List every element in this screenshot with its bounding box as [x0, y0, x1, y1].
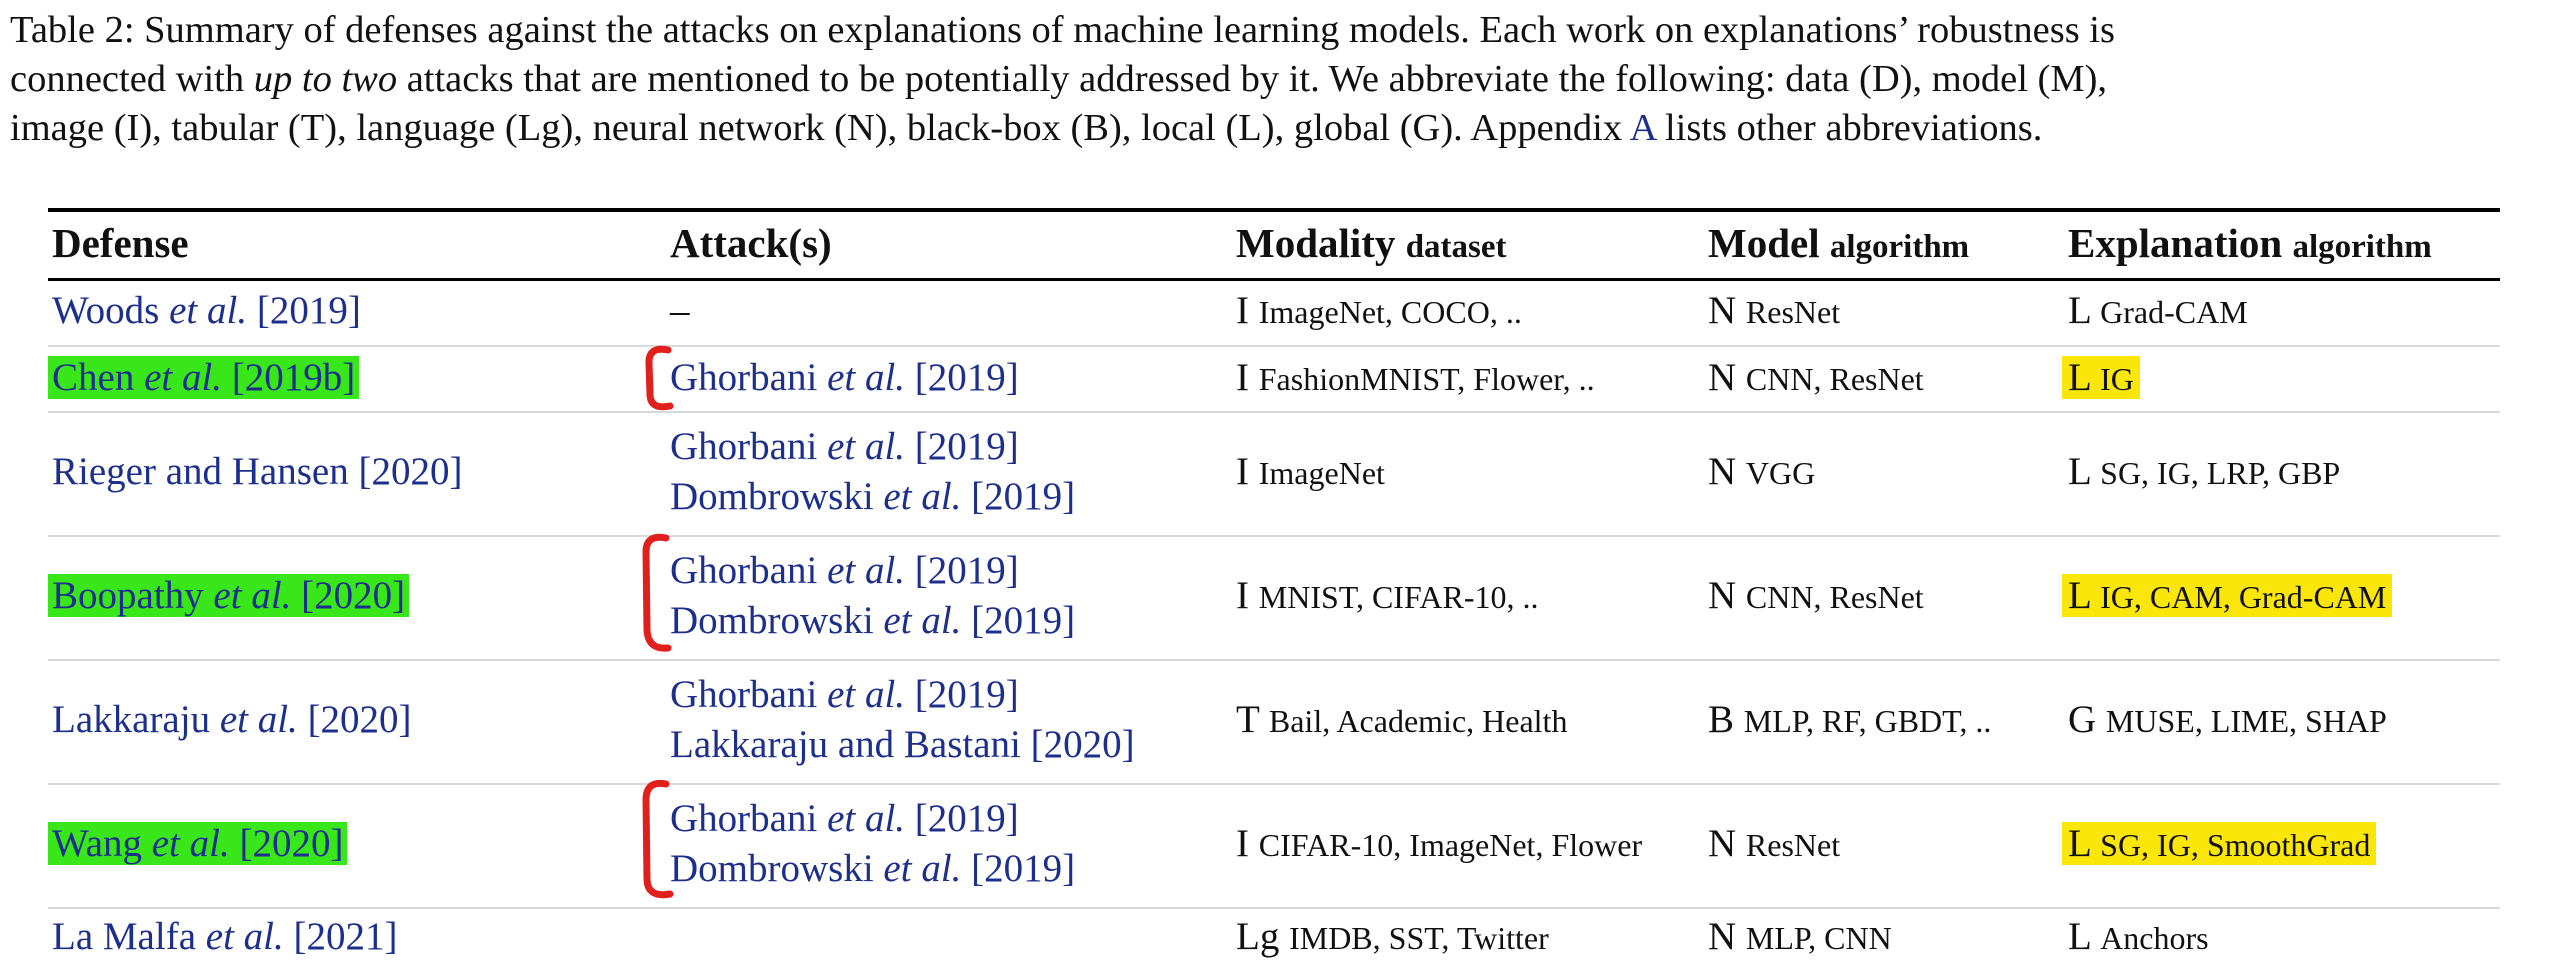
defense-etal: et al.	[219, 698, 298, 741]
explanation-code: G	[2068, 698, 2097, 741]
explanation-code: L	[2068, 289, 2091, 332]
model-code: N	[1708, 915, 1737, 958]
caption-emphasis: up to two	[253, 58, 398, 100]
attack-author: Dombrowski	[670, 847, 884, 890]
modality-datasets: CIFAR-10, ImageNet, Flower	[1258, 827, 1643, 863]
row-divider	[48, 907, 2500, 909]
header-defense: Defense	[52, 220, 189, 266]
caption-line-3	[10, 104, 2540, 153]
attack-etal: et al.	[827, 673, 906, 716]
model-cell	[1708, 695, 1991, 746]
header-modality-sub: dataset	[1405, 229, 1507, 265]
defense-author: La Malfa	[52, 915, 206, 958]
explanation-algorithms: MUSE, LIME, SHAP	[2105, 703, 2387, 739]
attack-author: Ghorbani	[670, 549, 828, 592]
model-algorithms: VGG	[1745, 455, 1816, 491]
attack-citation[interactable]	[670, 720, 1135, 770]
modality-datasets: Bail, Academic, Health	[1268, 703, 1568, 739]
defense-year: [2020]	[301, 574, 406, 617]
header-modality	[1236, 218, 1507, 272]
explanation-algorithms: SG, IG, LRP, GBP	[2100, 455, 2341, 491]
explanation-cell	[2068, 286, 2248, 337]
caption-text: attacks that are mentioned to be potentially addressed by it. We abbreviate the following: data (D), model (M),	[397, 58, 2108, 100]
explanation-algorithms: SG, IG, SmoothGrad	[2100, 827, 2371, 863]
green-highlight	[48, 356, 359, 399]
modality-cell	[1236, 447, 1385, 498]
attack-etal: et al.	[827, 797, 906, 840]
attack-citation[interactable]	[670, 844, 1075, 894]
defense-author: Rieger and Hansen	[52, 450, 359, 493]
attack-none: –	[670, 289, 690, 332]
model-code: N	[1708, 574, 1737, 617]
model-code: N	[1708, 356, 1737, 399]
defense-etal: et al.	[144, 356, 223, 399]
attack-author: Lakkaraju and Bastani	[670, 723, 1031, 766]
header-modality-label: Modality	[1236, 220, 1396, 266]
row-divider	[48, 345, 2500, 347]
row-divider	[48, 783, 2500, 785]
green-highlight	[48, 574, 409, 617]
defense-year: [2020]	[239, 822, 344, 865]
red-bracket-annotation	[640, 344, 674, 414]
defense-author: Lakkaraju	[52, 698, 220, 741]
attack-author: Ghorbani	[670, 356, 828, 399]
model-code: N	[1708, 822, 1737, 865]
header-attacks: Attack(s)	[670, 220, 832, 266]
attack-etal: et al.	[883, 475, 962, 518]
modality-cell	[1236, 695, 1567, 746]
explanation-code: L	[2068, 822, 2091, 865]
model-cell	[1708, 447, 1815, 498]
modality-cell	[1236, 286, 1522, 337]
attack-etal: et al.	[827, 356, 906, 399]
modality-datasets: ImageNet, COCO, ..	[1258, 294, 1522, 330]
attack-year: [2020]	[1030, 723, 1135, 766]
explanation-code: L	[2068, 915, 2091, 958]
attack-author: Ghorbani	[670, 673, 828, 716]
attack-citation[interactable]	[670, 596, 1075, 646]
header-explanation-label: Explanation	[2068, 220, 2283, 266]
explanation-algorithms: IG, CAM, Grad-CAM	[2100, 579, 2387, 615]
model-code: B	[1708, 698, 1735, 741]
attack-author: Dombrowski	[670, 475, 884, 518]
caption-text: connected with	[10, 58, 254, 100]
model-algorithms: MLP, CNN	[1745, 920, 1892, 956]
attack-year: [2019]	[914, 673, 1019, 716]
model-code: N	[1708, 289, 1737, 332]
explanation-cell	[2068, 912, 2209, 963]
yellow-highlight	[2062, 356, 2140, 399]
attack-etal: et al.	[883, 847, 962, 890]
defense-author: Chen	[52, 356, 145, 399]
explanation-cell	[2068, 695, 2387, 746]
defense-citation[interactable]	[52, 353, 359, 403]
modality-datasets: IMDB, SST, Twitter	[1289, 920, 1549, 956]
defense-etal: et al.	[169, 289, 248, 332]
defense-citation[interactable]	[52, 447, 462, 497]
defense-year: [2021]	[293, 915, 398, 958]
attack-author: Ghorbani	[670, 797, 828, 840]
model-algorithms: ResNet	[1745, 294, 1841, 330]
red-bracket-annotation	[634, 774, 674, 904]
table-header-rule	[48, 278, 2500, 281]
caption-text: lists other abbreviations.	[1655, 107, 2043, 149]
attack-citation[interactable]	[670, 472, 1075, 522]
caption-line-2	[10, 55, 2540, 104]
modality-cell	[1236, 571, 1538, 622]
attack-etal: et al.	[827, 425, 906, 468]
yellow-highlight	[2062, 822, 2376, 865]
modality-cell	[1236, 353, 1595, 404]
defense-citation[interactable]	[52, 819, 347, 869]
defense-etal: et al.	[151, 822, 230, 865]
explanation-cell	[2068, 571, 2392, 622]
attack-citation[interactable]	[670, 670, 1019, 720]
defense-year: [2019b]	[231, 356, 356, 399]
green-highlight	[48, 822, 347, 865]
modality-code: I	[1236, 356, 1249, 399]
defense-author: Boopathy	[52, 574, 214, 617]
attack-year: [2019]	[914, 549, 1019, 592]
appendix-link[interactable]: A	[1629, 107, 1656, 149]
row-divider	[48, 535, 2500, 537]
header-explanation-sub: algorithm	[2292, 229, 2432, 265]
red-bracket-annotation	[634, 530, 674, 656]
explanation-cell	[2068, 353, 2140, 404]
modality-datasets: FashionMNIST, Flower, ..	[1258, 361, 1595, 397]
yellow-highlight	[2062, 574, 2392, 617]
attack-year: [2019]	[914, 425, 1019, 468]
table-top-rule	[48, 208, 2500, 212]
modality-code: I	[1236, 822, 1249, 865]
attack-citation[interactable]	[670, 546, 1019, 596]
explanation-algorithms: Grad-CAM	[2100, 294, 2248, 330]
attack-year: [2019]	[914, 356, 1019, 399]
attack-author: Dombrowski	[670, 599, 884, 642]
attack-year: [2019]	[971, 599, 1076, 642]
model-algorithms: CNN, ResNet	[1745, 361, 1924, 397]
explanation-cell	[2068, 819, 2376, 870]
header-model-label: Model	[1708, 220, 1820, 266]
header-model	[1708, 218, 1969, 272]
header-explanation	[2068, 218, 2432, 272]
explanation-cell	[2068, 447, 2340, 498]
defense-author: Woods	[52, 289, 170, 332]
explanation-code: L	[2068, 574, 2091, 617]
caption-line-1: Table 2: Summary of defenses against the attacks on explanations of machine learning models. Each work on explanations’ robustness is	[10, 9, 2115, 51]
model-cell	[1708, 353, 1924, 404]
defense-citation[interactable]	[52, 912, 397, 962]
model-algorithms: MLP, RF, GBDT, ..	[1743, 703, 1992, 739]
caption-text: image (I), tabular (T), language (Lg), neural network (N), black-box (B), local (L), global (G). Appendix	[10, 107, 1630, 149]
header-model-sub: algorithm	[1829, 229, 1970, 265]
modality-code: I	[1236, 574, 1249, 617]
defense-etal: et al.	[213, 574, 292, 617]
modality-code: I	[1236, 450, 1249, 493]
attack-year: [2019]	[914, 797, 1019, 840]
modality-code: T	[1236, 698, 1260, 741]
modality-datasets: ImageNet	[1258, 455, 1385, 491]
modality-cell	[1236, 912, 1549, 963]
modality-code: Lg	[1236, 915, 1280, 958]
modality-cell	[1236, 819, 1642, 870]
explanation-algorithms: Anchors	[2100, 920, 2209, 956]
defense-year: [2020]	[307, 698, 412, 741]
modality-code: I	[1236, 289, 1249, 332]
defense-etal: et al.	[205, 915, 284, 958]
attack-year: [2019]	[971, 847, 1076, 890]
attack-etal: et al.	[883, 599, 962, 642]
attack-etal: et al.	[827, 549, 906, 592]
defense-year: [2020]	[358, 450, 463, 493]
attack-author: Ghorbani	[670, 425, 828, 468]
modality-datasets: MNIST, CIFAR-10, ..	[1258, 579, 1539, 615]
row-divider	[48, 411, 2500, 413]
defense-author: Wang	[52, 822, 152, 865]
defense-citation[interactable]	[52, 695, 412, 745]
attack-year: [2019]	[971, 475, 1076, 518]
model-algorithms: CNN, ResNet	[1745, 579, 1924, 615]
attack-citation[interactable]	[670, 422, 1019, 472]
defense-year: [2019]	[256, 289, 361, 332]
attack-citation[interactable]	[670, 794, 1019, 844]
model-cell	[1708, 912, 1892, 963]
row-divider	[48, 659, 2500, 661]
defense-citation[interactable]	[52, 286, 361, 336]
attack-citation[interactable]	[670, 353, 1019, 403]
defense-citation[interactable]	[52, 571, 409, 621]
explanation-code: L	[2068, 356, 2091, 399]
model-code: N	[1708, 450, 1737, 493]
explanation-algorithms: IG	[2100, 361, 2134, 397]
table-caption	[10, 6, 2540, 153]
explanation-code: L	[2068, 450, 2091, 493]
model-cell	[1708, 571, 1924, 622]
model-cell	[1708, 819, 1840, 870]
model-algorithms: ResNet	[1745, 827, 1841, 863]
model-cell	[1708, 286, 1840, 337]
